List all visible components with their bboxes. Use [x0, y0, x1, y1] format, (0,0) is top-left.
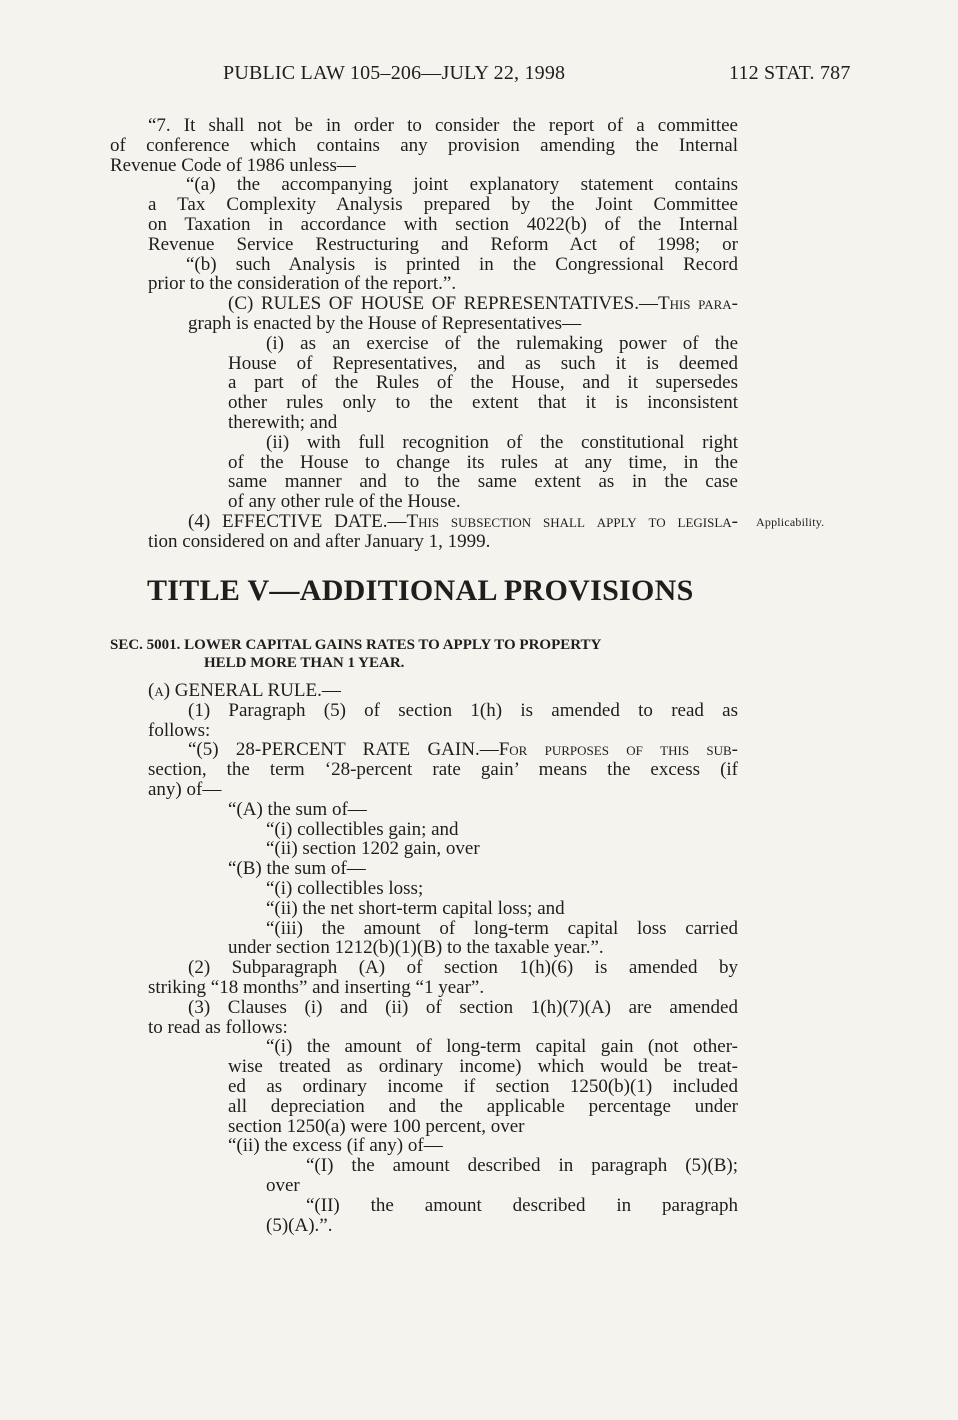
text-line: same manner and to the same extent as in the case	[228, 471, 738, 493]
text-line: “(b) such Analysis is printed in the Congressional Record	[186, 253, 738, 275]
lower-text-block	[110, 681, 738, 1235]
text-line: (C) RULES OF HOUSE OF REPRESENTATIVES.—This para-	[228, 293, 738, 315]
text-line: “(iii) the amount of long-term capital loss carried	[266, 917, 738, 939]
running-header	[0, 62, 958, 92]
text-line: (2) Subparagraph (A) of section 1(h)(6) is amended by	[188, 957, 738, 979]
text-line: (i) as an exercise of the rulemaking power of the	[266, 332, 738, 354]
margin-note-applicability: Applicability.	[756, 515, 825, 529]
section-heading-line2: HELD MORE THAN 1 YEAR.	[204, 655, 405, 671]
header-stat-page: 112 STAT. 787	[729, 62, 851, 84]
text-line: “(i) collectibles loss;	[266, 877, 424, 899]
text-line: (4) EFFECTIVE DATE.—This subsection shall apply to legisla-	[188, 510, 738, 532]
text-line: Revenue Code of 1986 unless—	[110, 154, 356, 176]
text-line: follows:	[148, 719, 211, 741]
text-line: ed as ordinary income if section 1250(b)(1) included	[228, 1075, 738, 1097]
text-line: “(i) the amount of long-term capital gain (not other-	[266, 1036, 738, 1058]
text-line: “(ii) the excess (if any) of—	[228, 1135, 443, 1157]
text-line: therewith; and	[228, 411, 338, 433]
text-line: “(i) collectibles gain; and	[266, 818, 459, 840]
text-line: other rules only to the extent that it is inconsistent	[228, 392, 738, 414]
text-line: graph is enacted by the House of Representatives—	[188, 312, 582, 334]
text-line: “(ii) the net short-term capital loss; and	[266, 897, 565, 919]
section-heading	[110, 636, 738, 672]
text-line: on Taxation in accordance with section 4022(b) of the Internal	[148, 213, 738, 235]
upper-text-block	[110, 116, 738, 552]
text-line: section 1250(a) were 100 percent, over	[228, 1115, 525, 1137]
text-line: prior to the consideration of the report.”.	[148, 273, 457, 295]
text-line: any) of—	[148, 778, 222, 800]
text-line: wise treated as ordinary income) which would be treat-	[228, 1056, 738, 1078]
title-heading: TITLE V—ADDITIONAL PROVISIONS	[147, 574, 694, 607]
text-line: (5)(A).”.	[266, 1214, 333, 1236]
text-line: over	[266, 1174, 300, 1196]
text-line: tion considered on and after January 1, 1999.	[148, 530, 491, 552]
header-public-law: PUBLIC LAW 105–206—JULY 22, 1998	[223, 62, 566, 84]
text-line: “(II) the amount described in paragraph	[306, 1194, 738, 1216]
text-line: “(I) the amount described in paragraph (5)(B);	[306, 1155, 738, 1177]
section-heading-line1: SEC. 5001. LOWER CAPITAL GAINS RATES TO APPLY TO PROPERTY	[110, 637, 602, 653]
text-line: (3) Clauses (i) and (ii) of section 1(h)(7)(A) are amended	[188, 996, 738, 1018]
text-line: “(B) the sum of—	[228, 858, 366, 880]
text-line: “7. It shall not be in order to consider the report of a committee	[148, 115, 738, 136]
text-line: to read as follows:	[148, 1016, 288, 1038]
text-line: striking “18 months” and inserting “1 year”.	[148, 976, 485, 998]
text-line: Revenue Service Restructuring and Reform Act of 1998; or	[148, 233, 738, 255]
text-line: (1) Paragraph (5) of section 1(h) is amended to read as	[188, 699, 738, 721]
text-line: a part of the Rules of the House, and it supersedes	[228, 372, 738, 394]
text-line: (ii) with full recognition of the constitutional right	[266, 431, 738, 453]
text-line: “(5) 28-PERCENT RATE GAIN.—For purposes of this sub-	[188, 739, 738, 761]
text-line: under section 1212(b)(1)(B) to the taxable year.”.	[228, 937, 604, 959]
text-line: House of Representatives, and as such it is deemed	[228, 352, 738, 374]
text-line: of any other rule of the House.	[228, 491, 461, 513]
text-line: (a) GENERAL RULE.—	[148, 680, 341, 701]
text-line: of the House to change its rules at any time, in the	[228, 451, 738, 473]
text-line: a Tax Complexity Analysis prepared by the Joint Committee	[148, 194, 738, 216]
text-line: “(ii) section 1202 gain, over	[266, 838, 480, 860]
text-line: of conference which contains any provision amending the Internal	[110, 134, 738, 156]
text-line: section, the term ‘28-percent rate gain’ means the excess (if	[148, 759, 738, 781]
text-line: all depreciation and the applicable percentage under	[228, 1095, 738, 1117]
text-line: “(a) the accompanying joint explanatory statement contains	[186, 174, 738, 196]
text-line: “(A) the sum of—	[228, 798, 367, 820]
